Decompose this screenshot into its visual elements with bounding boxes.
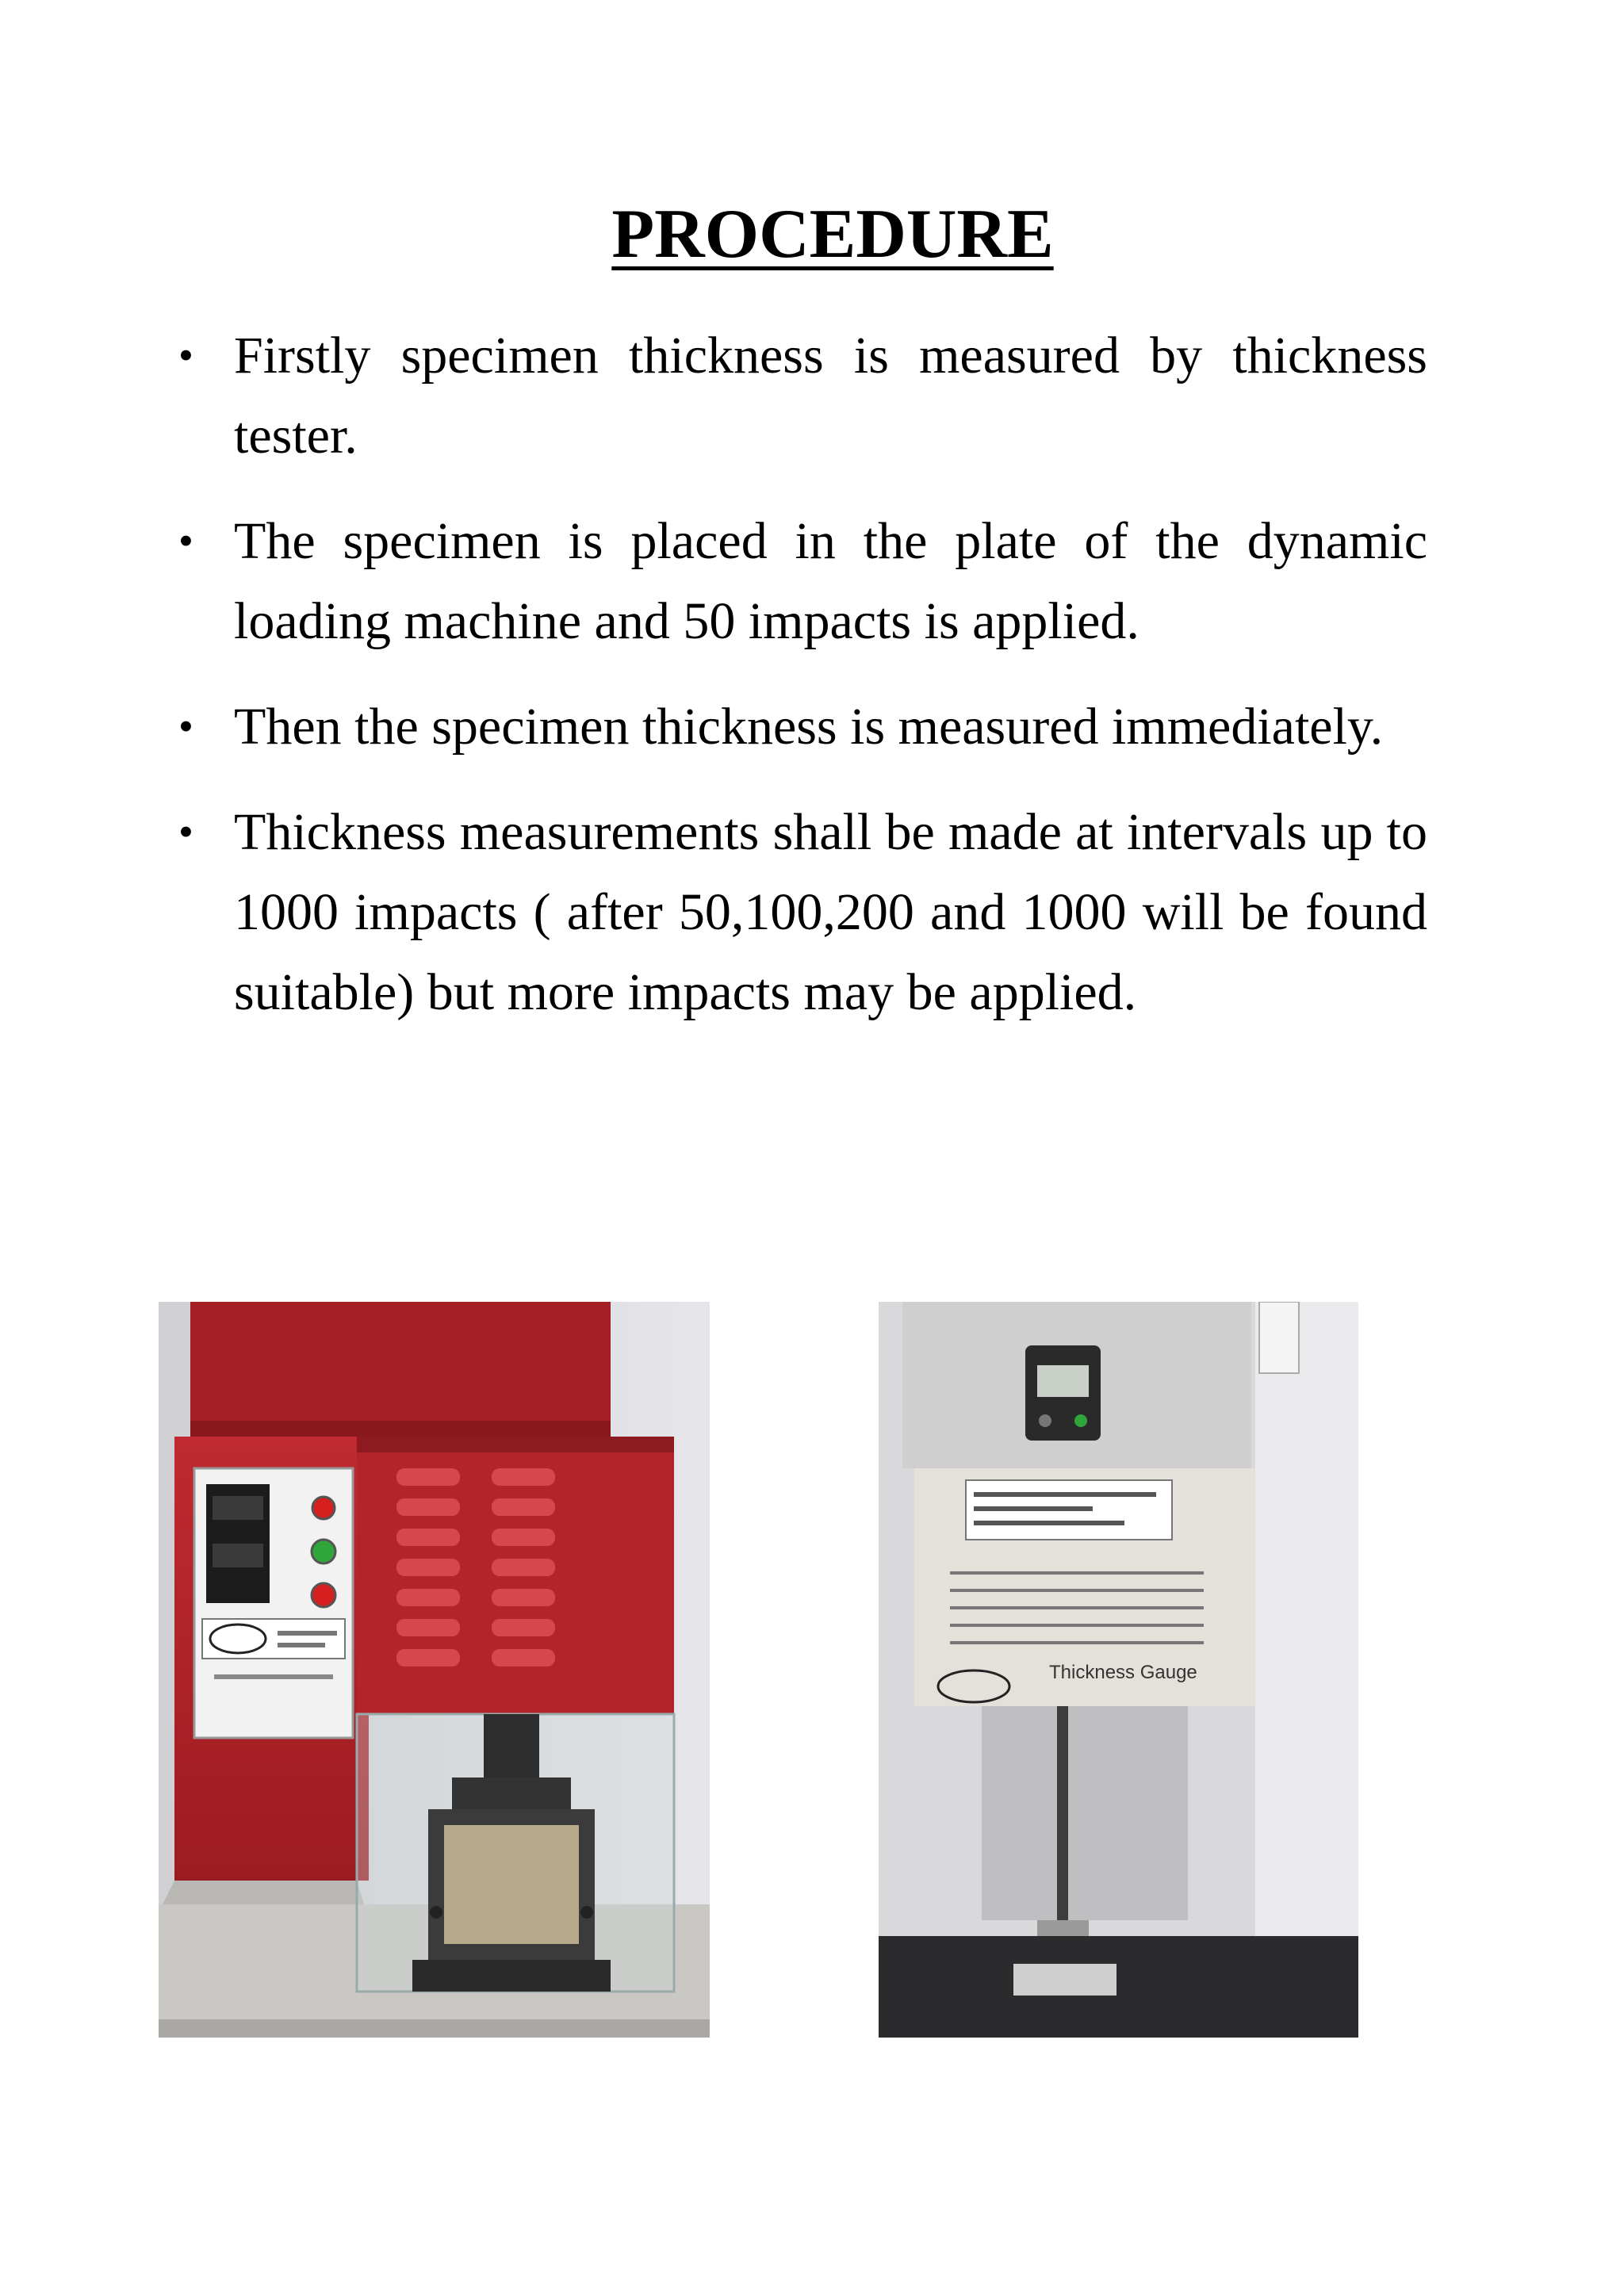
list-item-text: Thickness measurements shall be made at intervals up to 1000 impacts ( after 50,100,200 and 1000 will be found suitable) but more impacts may be applied.: [234, 803, 1427, 1021]
procedure-list: [170, 316, 1427, 1058]
machine-illustration: [159, 1302, 710, 2038]
bullet-icon: •: [178, 808, 193, 855]
dynamic-loading-machine-photo: [159, 1302, 710, 2038]
bullet-icon: •: [178, 702, 193, 750]
list-item-text: Then the specimen thickness is measured immediately.: [234, 698, 1384, 756]
list-item-text: The specimen is placed in the plate of the dynamic loading machine and 50 impacts is applied.: [234, 512, 1427, 650]
gauge-label: Thickness Gauge: [1049, 1662, 1197, 1683]
list-item: [170, 501, 1427, 661]
list-item-text: Firstly specimen thickness is measured by thickness tester.: [234, 327, 1427, 465]
list-item: [170, 316, 1427, 476]
gauge-illustration: [879, 1302, 1358, 2038]
bullet-icon: •: [178, 517, 193, 564]
bullet-icon: •: [178, 331, 193, 379]
list-item: [170, 687, 1427, 767]
list-item: [170, 792, 1427, 1032]
thickness-gauge-photo: [879, 1302, 1358, 2038]
page-title: PROCEDURE: [611, 196, 1054, 273]
